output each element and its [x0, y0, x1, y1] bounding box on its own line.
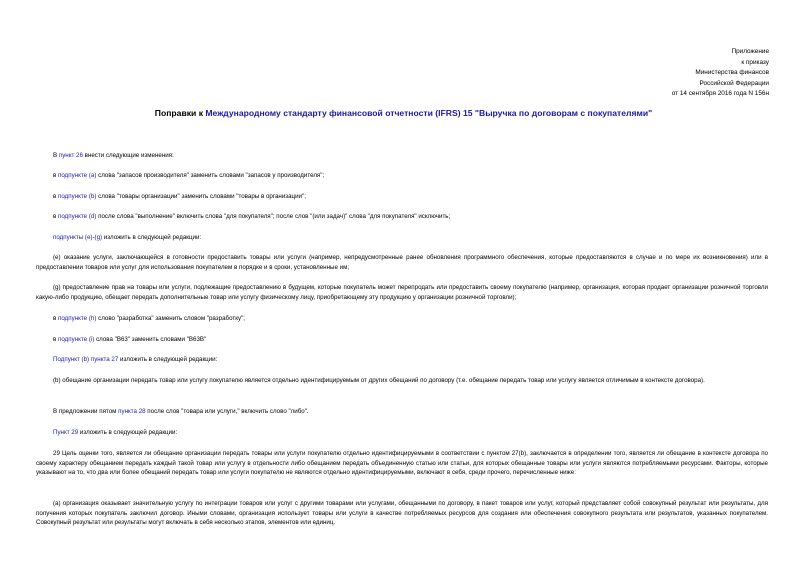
paragraph-quote-e: (e) оказание услуги, заключающейся в готовности предоставить товары или услуги (например, непредусмотренные ранее обновления программного обеспечения, которые предоставляются в случае и по мере их возникновения) или в предоставлении товаров или услуг для использования покупателем в порядке и в сроки, установленные им; [36, 254, 768, 271]
text: изложить в следующей редакции: [102, 234, 202, 241]
title-link[interactable]: Международному стандарту финансовой отчетности (IFRS) 15 "Выручка по договорам с покупателями" [205, 108, 653, 118]
text: слово "разработка" заменить словом "разработку"; [96, 315, 245, 322]
link-subpoint-27b[interactable]: Подпункт (b) [53, 356, 90, 363]
link-subpoint-i[interactable]: подпункте (i) [58, 336, 95, 343]
link-subpoint-g[interactable]: (g) [94, 234, 103, 241]
text: слова "B63" заменить словами "B63B" [94, 336, 207, 343]
link-subpoint-a[interactable]: подпункте (a) [58, 172, 97, 179]
text: слова "запасов производителя" заменить словами "запасов у производителя"; [96, 172, 325, 179]
paragraph-point-28 [36, 407, 768, 417]
text: в [53, 336, 59, 343]
appendix-block [672, 47, 769, 100]
text: слова "товары организации" заменить словами "товары в организации"; [96, 193, 306, 200]
paragraph-quote-29a: (a) организация оказывает значительную услугу по интеграции товаров или услуг с другими товарами или услугами, обещанными по договору, в пакет товаров или услуг, который представляет собой совокупный результат или результаты, для получения которых покупатель заключил договор. Иными словами, организация использует товары или услуги в качестве потребляемых ресурсов для создания или обеспечения совокупного результата или результатов, указанных покупателем. Совокупный результат или результаты могут включать в себя несколько этапов, элементов или единиц. [36, 500, 768, 526]
text: изложить в следующей редакции: [78, 429, 178, 436]
paragraph-intro [36, 151, 768, 161]
appendix-line: Российской Федерации [699, 79, 769, 87]
paragraph-point-27b [36, 355, 768, 365]
link-subpoint-d[interactable]: подпункте (d) [58, 213, 97, 220]
paragraph-quote-27b: (b) обещание организации передать товар или услугу покупателю является отдельно идентифицируемым от других обещаний по договору (т.е. обещание передать товар или услугу является отличимым в контексте договора). [53, 377, 705, 384]
text: в [53, 315, 59, 322]
text: внести следующие изменения: [82, 152, 174, 159]
text: в [53, 193, 59, 200]
title-prefix: Поправки к [154, 108, 206, 118]
paragraph-subpoints-e-g [36, 233, 768, 243]
appendix-line: от 14 сентября 2016 года N 156н [671, 90, 769, 97]
text: - [92, 234, 95, 241]
paragraph-amendment-a [36, 171, 768, 181]
appendix-line: Министерства финансов [695, 69, 769, 76]
paragraph-point-29 [36, 428, 768, 438]
link-subpoints-e[interactable]: подпункты (e) [53, 234, 93, 241]
paragraph-quote-29: 29 Цель оценки того, является ли обещание организации передать товары или услуги покупателю отдельно идентифицируемыми в соответствии с пунктом 27(b), заключается в определении того, является ли обещание в контексте договора по своему характеру обещанием передать каждый такой товар или услугу в отдельности либо обещанием передать объединенную статью или статьи, для которых обещанные товары или услуги являются потребляемыми ресурсами. Факторы, которые указывают на то, что два или более обещаний передать товар или услуги покупателю не являются отдельно идентифицируемыми, включают в себя, среди прочего, перечисленные ниже: [36, 450, 768, 476]
paragraph-quote-g: (g) предоставление прав на товары или услуги, подлежащие предоставлению в будущем, которые покупатель может перепродать или предоставить своему покупателю (например, организация, которая продает организации розничной торговли какую-либо продукцию, обещает передать дополнительные товар или услугу физическому лицу, приобретающему эту продукцию у организации розничной торговли); [36, 284, 768, 301]
text: в [53, 213, 59, 220]
text: В предложении пятом [53, 408, 119, 415]
paragraph-amendment-d [36, 212, 768, 222]
appendix-line: к приказу [741, 58, 769, 66]
text: в [53, 172, 59, 179]
link-subpoint-h[interactable]: подпункте (h) [58, 315, 97, 322]
paragraph-amendment-h [36, 314, 768, 324]
link-point-28[interactable]: пункта 28 [118, 408, 146, 415]
text: после слова "выполнение" включить слова "для покупателя"; после слов "(или задач)" слова "для покупателя" исключить; [96, 213, 451, 220]
appendix-line: Приложение [731, 48, 769, 55]
text: изложить в следующей редакции: [118, 356, 218, 363]
paragraph-amendment-b [36, 192, 768, 202]
link-point-29[interactable]: Пункт 29 [53, 429, 79, 436]
text: В [53, 152, 59, 159]
link-point-27[interactable]: пункта 27 [90, 356, 119, 363]
document-title [0, 108, 807, 118]
link-subpoint-b[interactable]: подпункте (b) [58, 193, 97, 200]
paragraph-amendment-i [36, 335, 768, 345]
link-point-26[interactable]: пункт 26 [58, 152, 83, 159]
text: после слов "товара или услуги," включить слово "либо". [145, 408, 309, 415]
